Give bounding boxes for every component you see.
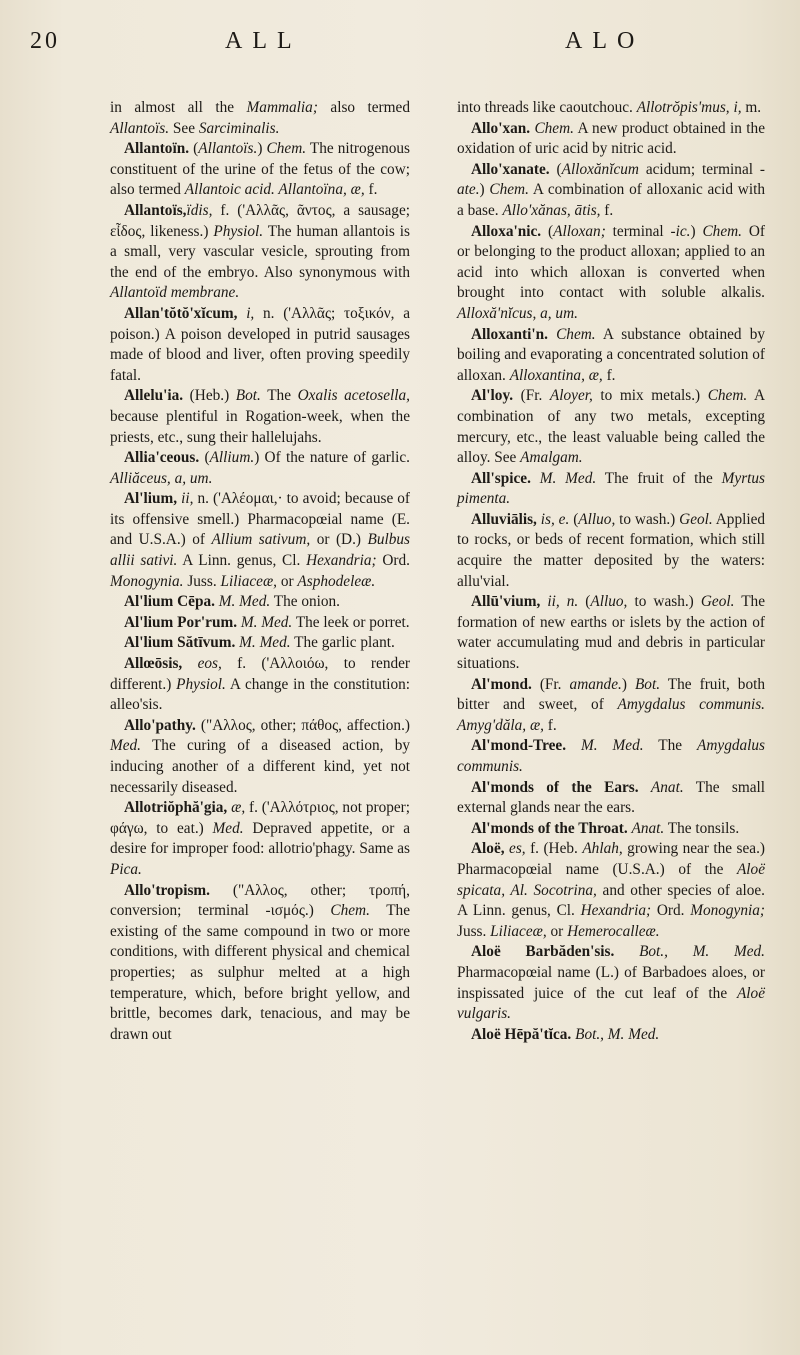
body-text: f.	[600, 201, 614, 219]
left-running-head: ALL	[225, 28, 302, 54]
body-text: The tonsils.	[664, 819, 740, 837]
body-text	[531, 470, 540, 487]
entry-cont2	[457, 98, 765, 119]
body-text: The formation of new earths or islets by the action of water accumulating mud and debris in particular situations.	[457, 593, 765, 673]
headword: Al'lium Cēpa.	[124, 593, 215, 611]
headword: Allo'xan.	[471, 119, 531, 137]
italic-text: Chem.	[702, 222, 742, 240]
italic-text: Allium.	[209, 449, 255, 467]
headword: Allœōsis,	[124, 655, 183, 673]
body-text: n. ('Αλλᾶς; τοξικόν, a poison.) A poison developed in putrid sausages made of blood and liver, often proving speedily fatal.	[110, 304, 410, 384]
body-text: (	[199, 449, 210, 467]
entry-alluvium	[457, 592, 765, 674]
entry-alluvialis	[457, 510, 765, 592]
body-text: f. (Heb.	[525, 840, 583, 858]
body-text: Pharmacopœial name (L.) of Barbadoes aloes, or inspissated juice of the cut leaf of the	[457, 963, 765, 1002]
body-text: )	[257, 140, 267, 158]
body-text: The leek or porret.	[292, 613, 410, 631]
italic-text: Bot., M. Med.	[575, 1025, 660, 1043]
body-text: or	[277, 572, 298, 590]
italic-text: Aloë spicata, Al. Socotrina,	[457, 860, 765, 899]
body-text: The small external glands near the ears.	[457, 778, 766, 817]
entry-allantoin	[110, 139, 410, 201]
entry-almond-tree	[457, 736, 765, 777]
italic-text: Aloë vulgaris.	[457, 984, 765, 1023]
headword: Allan'tŏtŏ'xĭcum,	[124, 304, 238, 322]
body-text: (Fr.	[531, 675, 570, 693]
italic-text: Alloxănĭcum	[561, 160, 639, 178]
italic-text: Med.	[212, 819, 244, 837]
italic-text: Bot.	[634, 675, 661, 693]
right-column	[457, 98, 765, 1045]
italic-text: Pica.	[110, 860, 142, 878]
italic-text: Allium sativum,	[211, 531, 311, 549]
body-text: ("Αλλος, other; πάθος, affection.)	[195, 716, 410, 734]
body-text: The fruit of the	[596, 469, 722, 487]
body-text: and other species of aloe. A Linn. genus, Cl.	[457, 881, 765, 920]
body-text: ) Of the nature of garlic.	[254, 449, 411, 467]
italic-text: Physiol.	[213, 222, 264, 240]
body-text: because plentiful in Rogation-week, when the priests, etc., sung their hallelujahs.	[110, 407, 410, 446]
headword: Alluviālis,	[471, 510, 537, 528]
headword: Allantoïn.	[124, 140, 190, 158]
italic-text: M. Med.	[240, 613, 293, 631]
body-text	[566, 737, 581, 754]
entry-cont	[110, 98, 410, 139]
body-text: A change in the constitution: alleo'sis.	[110, 675, 410, 714]
headword: Al'lium Sătīvum.	[124, 634, 236, 652]
entry-almond	[457, 675, 765, 737]
body-text: )	[621, 675, 635, 693]
entry-aloe	[457, 839, 765, 942]
body-text: The existing of the same compound in two or more conditions, with different physical and chemical properties; as sulphur melted at a high temperature, which, before bright yellow, and brittle, becomes dark, tenacious, and may be drawn out	[110, 902, 410, 1043]
headword: Allo'pathy.	[124, 716, 196, 734]
headword: Allotriŏphă'gia,	[124, 799, 228, 817]
body-text: (Fr.	[513, 387, 550, 405]
body-text: The onion.	[270, 593, 340, 611]
body-text: The	[260, 387, 298, 405]
italic-text: Allantoïd membrane.	[110, 284, 240, 302]
italic-text: ii, n.	[547, 593, 579, 611]
running-header	[0, 28, 800, 68]
body-text: into threads like caoutchouc.	[457, 99, 637, 116]
entry-allspice	[457, 469, 765, 510]
italic-text: Allotrŏpis'mus, i,	[636, 99, 742, 116]
italic-text: Amygdalus communis.	[457, 737, 765, 775]
italic-text: Monogynia;	[690, 902, 765, 920]
headword: Al'lium,	[124, 490, 178, 508]
body-text	[614, 943, 639, 960]
body-text: n. ('Αλέομαι,· to avoid; because of its offensive smell.) Pharmacopœial name (E. and U.S.A.) of	[110, 490, 410, 549]
entry-allium-cepa	[110, 592, 410, 613]
italic-text: Mammalia;	[246, 99, 318, 116]
body-text: Of or belonging to the product alloxan; applied to an acid into which alloxan is converted when brought into contact with soluble alkalis.	[457, 222, 766, 302]
italic-text: Bot., M. Med.	[639, 943, 766, 961]
headword: All'spice.	[471, 469, 531, 487]
italic-text: Alloxantina, æ,	[509, 366, 603, 384]
italic-text: Anat.	[650, 778, 684, 796]
italic-text: M. Med.	[239, 634, 291, 652]
body-text: also termed	[317, 99, 410, 116]
italic-text: æ,	[231, 799, 246, 817]
italic-text: Chem.	[556, 325, 596, 343]
italic-text: Liliaceæ,	[220, 572, 277, 590]
italic-text: Alloxă'nĭcus, a, um.	[457, 304, 578, 322]
italic-text: eos,	[197, 655, 222, 673]
headword: Allo'tropism.	[124, 881, 210, 899]
body-text: or	[546, 922, 568, 940]
entry-allotriophagia	[110, 798, 410, 880]
body-text: (Heb.)	[183, 387, 236, 405]
headword: Aloë,	[471, 840, 505, 858]
body-text: A new product obtained in the oxidation of uric acid by nitric acid.	[457, 119, 765, 158]
entry-almonds-ears	[457, 778, 765, 819]
body-text: Juss.	[457, 922, 491, 940]
italic-text: amande.	[569, 675, 622, 693]
body-text: The garlic plant.	[290, 634, 395, 652]
italic-text: Anat.	[631, 819, 665, 837]
body-text: The	[643, 737, 698, 755]
headword: Aloë Barbăden'sis.	[471, 943, 615, 961]
body-text: f. ('Αλλᾶς, ᾶντος, a sausage; εἶδος, likeness.)	[110, 201, 410, 240]
body-text: f.	[364, 181, 378, 199]
headword: Allo'xanate.	[471, 160, 550, 178]
italic-text: Ahlah,	[582, 840, 623, 858]
italic-text: Alluo,	[590, 593, 628, 611]
italic-text: Aloyer,	[549, 387, 593, 405]
body-text: A Linn. genus, Cl.	[177, 552, 307, 570]
body-text: to mix metals.)	[592, 387, 708, 405]
italic-text: Chem.	[330, 902, 370, 920]
entry-alloxanic	[457, 222, 765, 325]
entry-allantois	[110, 201, 410, 304]
italic-text: Hexandria;	[580, 902, 652, 920]
italic-text: M. Med.	[581, 737, 644, 755]
body-text: Applied to rocks, or beds of recent formation, which still acquire the matter deposited by the waters: allu'vial.	[457, 510, 766, 590]
italic-text: Asphodeleæ.	[297, 572, 376, 590]
headword: Al'mond-Tree.	[471, 737, 567, 755]
body-text: A substance obtained by boiling and evaporating a concentrated solution of alloxan.	[457, 325, 765, 384]
body-text: )	[479, 181, 490, 199]
italic-text: M. Med.	[539, 469, 597, 487]
headword: Alloxanti'n.	[471, 325, 548, 343]
headword: Allantoïs,	[124, 201, 187, 219]
italic-text: Allo'xănas, ātis,	[502, 201, 601, 219]
entry-allantotoxicum	[110, 304, 410, 386]
entry-alloxan	[457, 119, 765, 160]
entry-aloe-barbadensis	[457, 942, 765, 1024]
italic-text: ii,	[181, 490, 194, 508]
body-text: or (D.)	[310, 531, 368, 549]
headword: Allelu'ia.	[124, 387, 184, 405]
headword: Al'mond.	[471, 675, 532, 693]
body-text: ("Αλλος, other; τροπή, conversion; terminal -ισμός.)	[110, 881, 410, 920]
italic-text: Physiol.	[176, 675, 226, 693]
italic-text: Allantoic acid. Allantoïna,	[184, 181, 347, 199]
body-text	[182, 655, 197, 672]
body-text: f. ('Αλλοιόω, to render different.)	[110, 655, 410, 693]
entry-allium-porrum	[110, 613, 410, 634]
italic-text: Chem.	[534, 119, 574, 137]
italic-text: Alluo,	[578, 510, 616, 528]
body-text: (	[189, 140, 199, 158]
italic-text: Allantoïs.	[110, 119, 170, 137]
italic-text: is, e.	[540, 510, 570, 528]
italic-text: i,	[246, 304, 255, 322]
italic-text: Allantoïs.	[198, 140, 258, 158]
body-text: The nitrogenous constituent of the urine of the fetus of the cow; also termed	[110, 140, 411, 199]
body-text: (	[569, 510, 579, 528]
italic-text: Amygdalus communis. Amyg'dăla, æ,	[457, 696, 765, 734]
italic-text: Bulbus allii sativi.	[110, 531, 410, 570]
italic-text: Chem.	[707, 387, 748, 405]
italic-text: -ic.	[670, 222, 691, 240]
body-text: A combination of alloxanic acid with a base.	[457, 181, 765, 219]
body-text: The curing of a diseased action, by inducing another of a different kind, yet not necessarily diseased.	[110, 737, 410, 796]
body-text: f.	[543, 716, 557, 734]
italic-text: Alliăceus, a, um.	[110, 469, 213, 487]
body-text: A combination of any two metals, excepting mercury, etc., the least valuable being called the alloy. See	[457, 387, 766, 467]
page-number: 20	[30, 28, 60, 54]
body-text	[639, 779, 651, 796]
body-text	[548, 326, 556, 343]
entry-almonds-throat	[457, 819, 765, 840]
body-text: in almost all the	[110, 99, 247, 116]
body-text: )	[690, 222, 703, 240]
entry-alloy	[457, 386, 765, 468]
entry-alloxantin	[457, 325, 765, 387]
italic-text: M. Med.	[218, 593, 271, 611]
body-text: f.	[602, 366, 616, 384]
italic-text: Sarciminalis.	[198, 119, 280, 137]
body-text	[237, 305, 246, 322]
italic-text: Amalgam.	[520, 449, 583, 467]
entry-allopathy	[110, 716, 410, 798]
body-text: Depraved appetite, or a desire for improper food: allotrio'phagy. Same as	[110, 819, 410, 858]
body-text: m.	[741, 99, 762, 116]
headword: Al'monds of the Throat.	[471, 819, 628, 837]
italic-text: Hexandria;	[306, 552, 377, 570]
italic-text: Alloxan;	[553, 222, 606, 240]
entry-alloeosis	[110, 654, 410, 716]
entry-alloxanate	[457, 160, 765, 222]
body-text: (	[578, 593, 591, 611]
entry-aloe-hepatica	[457, 1025, 765, 1046]
body-text: f. ('Αλλότριος, not proper; φάγω, to eat.)	[110, 799, 410, 837]
italic-text: es,	[509, 840, 526, 858]
body-text: Ord.	[651, 902, 691, 920]
headword: Al'lium Por'rum.	[124, 613, 238, 631]
body-text: acidum; terminal	[638, 160, 760, 178]
italic-text: Oxalis acetosella,	[297, 387, 410, 405]
entry-allotropism	[110, 881, 410, 1046]
right-running-head: ALO	[565, 28, 645, 54]
italic-text: Med.	[110, 737, 142, 755]
entry-alliaceous	[110, 448, 410, 489]
italic-text: Chem.	[266, 140, 307, 158]
italic-text: Monogynia.	[110, 572, 184, 590]
headword: Allia'ceous.	[124, 449, 200, 467]
italic-text: Geol.	[679, 510, 713, 528]
body-text: See	[169, 119, 199, 137]
body-text: to wash.)	[627, 593, 701, 611]
italic-text: Hemerocalleæ.	[567, 922, 660, 940]
italic-text: Chem.	[489, 181, 529, 199]
body-text: (	[541, 222, 554, 240]
italic-text: Liliaceæ,	[490, 922, 547, 940]
body-text: Ord.	[376, 552, 410, 570]
entry-alleluia	[110, 386, 410, 448]
entry-allium-sativum	[110, 633, 410, 654]
italic-text: Geol.	[700, 593, 735, 611]
body-text: Juss.	[183, 572, 221, 590]
headword: Aloë Hēpă'tĭca.	[471, 1025, 572, 1043]
body-text: to wash.)	[615, 510, 680, 528]
italic-text: ïdis,	[186, 201, 213, 219]
body-text: terminal	[605, 222, 671, 240]
italic-text: æ,	[350, 181, 365, 199]
headword: Alloxa'nic.	[471, 222, 542, 240]
left-column	[110, 98, 410, 1045]
headword: Allū'vium,	[471, 593, 541, 611]
body-text: The human allantois is a small, very vascular vesicle, sprouting from the end of the embryo. Also synonymous with	[110, 222, 410, 281]
body-text: (	[549, 160, 562, 178]
italic-text: Myrtus pimenta.	[457, 469, 765, 508]
entry-allium	[110, 489, 410, 592]
body-text: The fruit, both bitter and sweet, of	[457, 675, 766, 714]
italic-text: Bot.	[235, 387, 261, 405]
headword: Al'monds of the Ears.	[471, 778, 639, 796]
headword: Al'loy.	[471, 387, 514, 405]
italic-text: -ate.	[457, 160, 765, 199]
body-text: growing near the sea.) Pharmacopœial name (U.S.A.) of the	[457, 840, 765, 878]
